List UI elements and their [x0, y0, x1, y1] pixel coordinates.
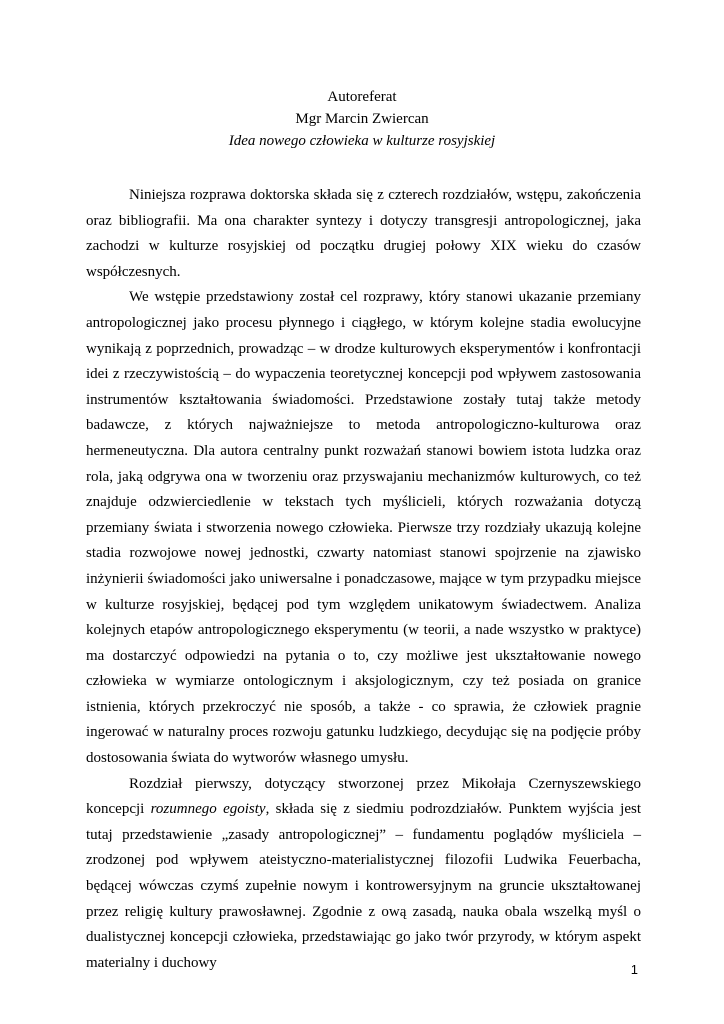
document-header: [0, 86, 724, 152]
paragraph: We wstępie przedstawiony został cel rozprawy, który stanowi ukazanie przemiany antropologicznej jako procesu płynnego i ciągłego, w którym kolejne stadia ewolucyjne wynikają z poprzednich, prowadząc – w drodze kulturowych eksperymentów i konfrontacji idei z rzeczywistością – do wypaczenia teoretycznej koncepcji pod wpływem zastosowania instrumentów kształtowania świadomości. Przedstawione zostały tutaj także metody badawcze, z których najważniejsze to metoda antropologiczno-kulturowa oraz hermeneutyczna. Dla autora centralny punkt rozważań stanowi bowiem istota ludzka oraz rola, jaką odgrywa ona w tworzeniu oraz przyswajaniu mechanizmów kulturowych, co też znajduje odzwierciedlenie w tekstach tych myślicieli, których rozważania dotyczą przemiany świata i stworzenia nowego człowieka. Pierwsze trzy rozdziały ukazują kolejne stadia rozwojowe nowej jednostki, czwarty natomiast stanowi spojrzenie na zjawisko inżynierii świadomości jako uniwersalne i ponadczasowe, mające w tym przypadku miejsce w kulturze rosyjskiej, będącej pod tym względem unikatowym świadectwem. Analiza kolejnych etapów antropologicznego eksperymentu (w teorii, a nade wszystko w praktyce) ma dostarczyć odpowiedzi na pytania o to, czy możliwe jest ukształtowanie nowego człowieka w wymiarze ontologicznym i aksjologicznym, czy też posiada on granice istnienia, których przekroczyć nie sposób, a także - co sprawia, że człowiek pragnie ingerować w naturalny proces rozwoju gatunku ludzkiego, decydując się na podjęcie próby dostosowania świata do wytworów własnego umysłu.: [86, 289, 641, 767]
italic-term: rozumnego egoisty: [150, 801, 266, 818]
paragraph: [86, 772, 641, 977]
document-title: Autoreferat: [327, 89, 397, 105]
author-name: Mgr Marcin Zwiercan: [295, 111, 429, 127]
document-body: [86, 183, 641, 976]
paragraph-text: , składa się z siedmiu podrozdziałów. Punktem wyjścia jest tutaj przedstawienie „zasady antropologicznej” – fundamentu poglądów myśliciela – zrodzonej pod wpływem ateistyczno-materialistycznej filozofii Ludwika Feuerbacha, będącej wówczas czymś zupełnie nowym i kontrowersyjnym na gruncie ukształtowanej przez religię kultury prawosławnej. Zgodnie z ową zasadą, nauka obala wszelką myśl o dualistycznej koncepcji człowieka, przedstawiając go jako twór przyrody, w którym aspekt materialny i duchowy: [86, 801, 641, 971]
document-subtitle: Idea nowego człowieka w kulturze rosyjskiej: [228, 133, 496, 149]
paragraph-text: Rozdział pierwszy, dotyczący stworzonej przez Mikołaja Czernyszewskiego koncepcji: [86, 775, 641, 818]
paragraph: Niniejsza rozprawa doktorska składa się z czterech rozdziałów, wstępu, zakończenia oraz bibliografii. Ma ona charakter syntezy i dotyczy transgresji antropologicznej, jaka zachodzi w kulturze rosyjskiej od początku drugiej połowy XIX wieku do czasów współczesnych.: [86, 187, 641, 280]
page-number: 1: [630, 962, 638, 977]
